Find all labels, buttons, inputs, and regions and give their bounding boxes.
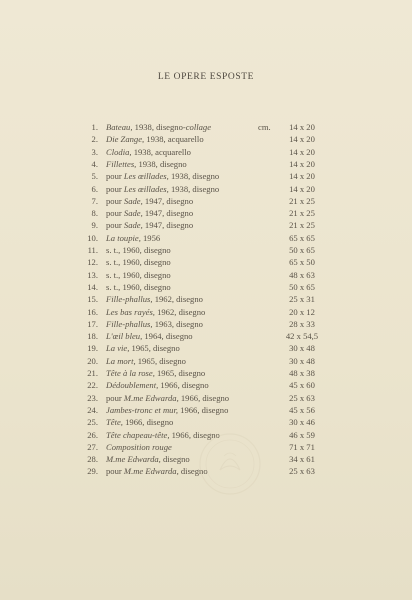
work-number: 20. <box>87 355 98 366</box>
work-number: 29. <box>87 466 98 477</box>
work-title: Tête, <box>106 417 123 428</box>
work-row <box>0 146 412 158</box>
work-prefix: s. t., 1960, disegno <box>106 281 171 292</box>
work-number: 12. <box>87 257 98 268</box>
work-title: La toupie, <box>106 232 141 243</box>
work-details: 1938, acquarello <box>144 134 204 145</box>
work-description <box>106 293 203 305</box>
work-description <box>106 306 205 318</box>
work-details: 1966, disegno <box>158 380 209 391</box>
work-title: Les bas rayés, <box>106 306 155 317</box>
work-title: Jambes-tronc et mur, <box>106 404 178 415</box>
work-title: M.me Edwarda, <box>123 466 179 477</box>
work-row <box>0 330 412 342</box>
work-details: 1962, disegno <box>152 294 203 305</box>
work-description <box>106 219 193 231</box>
work-row <box>0 306 412 318</box>
work-title: Dédoublement, <box>106 380 159 391</box>
work-number: 8. <box>91 208 98 219</box>
work-title: Les œillades, <box>123 183 169 194</box>
work-prefix: s. t., 1960, disegno <box>106 269 171 280</box>
work-prefix: s. t., 1960, disegno <box>106 257 171 268</box>
work-dimensions: 30 x 48 <box>289 355 315 366</box>
work-number: 3. <box>91 146 98 157</box>
work-description <box>106 183 219 195</box>
work-title: L'œil bleu, <box>106 331 143 342</box>
work-title: Tête chapeau-tête, <box>106 429 170 440</box>
work-row <box>0 293 412 305</box>
work-dimensions: 20 x 12 <box>289 306 315 317</box>
work-description <box>106 367 205 379</box>
work-prefix: pour <box>106 208 124 219</box>
work-dimensions: 25 x 63 <box>289 466 315 477</box>
work-title: Sade, <box>123 208 143 219</box>
work-description <box>106 404 228 416</box>
work-row <box>0 367 412 379</box>
work-dimensions: 14 x 20 <box>289 158 315 169</box>
work-title: Fillettes, <box>106 158 137 169</box>
work-prefix: pour <box>106 392 124 403</box>
work-description <box>106 170 219 182</box>
work-details: 1965, disegno <box>135 355 186 366</box>
work-title: La vie, <box>106 343 130 354</box>
work-row <box>0 195 412 207</box>
work-description <box>106 441 172 453</box>
work-title: Composition rouge <box>106 441 172 452</box>
work-number: 24. <box>87 404 98 415</box>
embossed-seal <box>196 430 264 498</box>
work-row <box>0 404 412 416</box>
unit-label: cm. <box>258 122 271 132</box>
work-prefix: pour <box>106 183 124 194</box>
work-details: 1966, disegno <box>178 392 230 403</box>
work-description <box>106 158 187 170</box>
work-description <box>106 379 209 391</box>
work-dimensions: 30 x 48 <box>289 343 315 354</box>
work-dimensions: 21 x 25 <box>289 195 315 206</box>
work-dimensions: 42 x 54,5 <box>285 331 319 342</box>
work-technique: collage <box>185 122 212 132</box>
work-dimensions: 50 x 65 <box>289 281 315 292</box>
work-dimensions: 65 x 50 <box>289 257 315 268</box>
work-number: 13. <box>87 269 98 280</box>
work-description <box>106 244 171 256</box>
work-details: 1965, disegno <box>154 368 206 378</box>
work-number: 1. <box>91 122 98 132</box>
work-details: 1966, disegno <box>169 429 220 440</box>
work-dimensions: 34 x 61 <box>289 454 315 465</box>
work-description <box>106 342 180 354</box>
work-row <box>0 392 412 404</box>
work-prefix: pour <box>106 195 124 206</box>
work-details: 1947, disegno <box>142 208 194 219</box>
work-dimensions: 25 x 31 <box>289 294 315 305</box>
work-description <box>106 269 171 281</box>
work-details: 1963, disegno <box>152 318 203 329</box>
work-row <box>0 207 412 219</box>
work-description <box>106 133 204 145</box>
work-number: 16. <box>87 306 98 317</box>
work-details: 1964, disegno <box>142 331 193 342</box>
work-title: Les œillades, <box>123 171 169 182</box>
work-number: 17. <box>87 318 98 329</box>
work-row <box>0 133 412 145</box>
work-description <box>106 256 171 268</box>
work-row <box>0 219 412 231</box>
work-row <box>0 232 412 244</box>
work-details: 1956 <box>140 232 161 243</box>
work-description <box>106 195 193 207</box>
work-dimensions: 25 x 63 <box>289 392 315 403</box>
page-title: LE OPERE ESPOSTE <box>157 72 255 82</box>
work-number: 23. <box>87 392 98 403</box>
work-title: Die Zange, <box>106 134 145 145</box>
work-details: 1947, disegno <box>142 220 194 231</box>
work-number: 2. <box>91 134 98 145</box>
work-description <box>106 392 229 404</box>
work-details: disegno <box>178 466 208 477</box>
work-dimensions: 65 x 65 <box>289 232 315 243</box>
work-title: Sade, <box>123 195 143 206</box>
work-number: 6. <box>91 183 98 194</box>
work-dimensions: 50 x 65 <box>289 245 315 255</box>
work-description <box>106 281 171 293</box>
work-number: 14. <box>87 281 98 292</box>
work-row <box>0 183 412 195</box>
work-description <box>106 465 208 477</box>
work-row <box>0 416 412 428</box>
work-number: 11. <box>87 245 98 255</box>
work-dimensions: 46 x 59 <box>289 429 315 440</box>
work-dimensions: 45 x 56 <box>289 404 315 415</box>
work-number: 21. <box>87 368 98 378</box>
work-number: 15. <box>87 294 98 305</box>
work-row <box>0 256 412 268</box>
work-number: 22. <box>87 380 98 391</box>
work-dimensions: 48 x 63 <box>289 269 315 280</box>
work-description <box>106 330 193 342</box>
work-description <box>106 416 173 428</box>
work-description <box>106 121 211 133</box>
work-prefix: pour <box>106 171 124 182</box>
work-dimensions: 21 x 25 <box>289 208 315 219</box>
work-details: 1962, disegno <box>154 306 206 317</box>
work-row <box>0 158 412 170</box>
work-number: 26. <box>87 429 98 440</box>
work-number: 28. <box>87 454 98 465</box>
work-number: 10. <box>87 232 98 243</box>
work-row <box>0 269 412 281</box>
work-row <box>0 244 412 256</box>
work-dimensions: 21 x 25 <box>289 220 315 231</box>
work-title: Fille-phallus, <box>106 318 153 329</box>
work-dimensions: 48 x 38 <box>289 368 315 378</box>
work-dimensions: 14 x 20 <box>289 146 315 157</box>
work-row <box>0 342 412 354</box>
work-details: 1938, disegno <box>136 158 187 169</box>
work-dimensions: 14 x 20 <box>289 122 315 132</box>
work-title: La mort, <box>106 355 136 366</box>
work-prefix: pour <box>106 220 124 231</box>
work-dimensions: 14 x 20 <box>289 171 315 182</box>
work-details: disegno <box>160 454 190 465</box>
work-row <box>0 121 412 133</box>
work-row <box>0 318 412 330</box>
work-prefix: s. t., 1960, disegno <box>106 245 171 255</box>
work-number: 25. <box>87 417 98 428</box>
work-details: 1938, disegno <box>168 183 220 194</box>
work-title: M.me Edwarda, <box>106 454 161 465</box>
work-number: 27. <box>87 441 98 452</box>
work-prefix: pour <box>106 466 124 477</box>
work-row <box>0 281 412 293</box>
work-title: Clodia, <box>106 146 132 157</box>
work-title: Sade, <box>123 220 143 231</box>
work-details: 1965, disegno <box>129 343 180 354</box>
work-description <box>106 146 191 158</box>
work-details: 1966, disegno <box>122 417 174 428</box>
work-details: 1938, disegno- <box>132 122 186 132</box>
work-number: 9. <box>91 220 98 231</box>
work-title: Tête à la rose, <box>106 368 155 378</box>
work-number: 4. <box>91 158 98 169</box>
work-dimensions: 14 x 20 <box>289 183 315 194</box>
work-dimensions: 71 x 71 <box>289 441 315 452</box>
work-number: 7. <box>91 195 98 206</box>
work-details: 1966, disegno <box>178 404 229 415</box>
work-number: 18. <box>87 331 98 342</box>
work-title: Fille-phallus, <box>106 294 153 305</box>
work-row <box>0 170 412 182</box>
work-dimensions: 45 x 60 <box>289 380 315 391</box>
work-row <box>0 355 412 367</box>
work-details: 1938, acquarello <box>131 146 191 157</box>
work-dimensions: 28 x 33 <box>289 318 315 329</box>
work-number: 5. <box>91 171 98 182</box>
work-description <box>106 207 193 219</box>
work-dimensions: 30 x 46 <box>289 417 315 428</box>
work-description <box>106 355 186 367</box>
work-dimensions: 14 x 20 <box>289 134 315 145</box>
work-number: 19. <box>87 343 98 354</box>
work-title: Bateau, <box>106 122 133 132</box>
work-title: M.me Edwarda, <box>123 392 179 403</box>
work-description <box>106 453 190 465</box>
work-description <box>106 318 203 330</box>
work-details: 1938, disegno <box>168 171 220 182</box>
work-details: 1947, disegno <box>142 195 194 206</box>
work-row <box>0 379 412 391</box>
work-description <box>106 232 160 244</box>
